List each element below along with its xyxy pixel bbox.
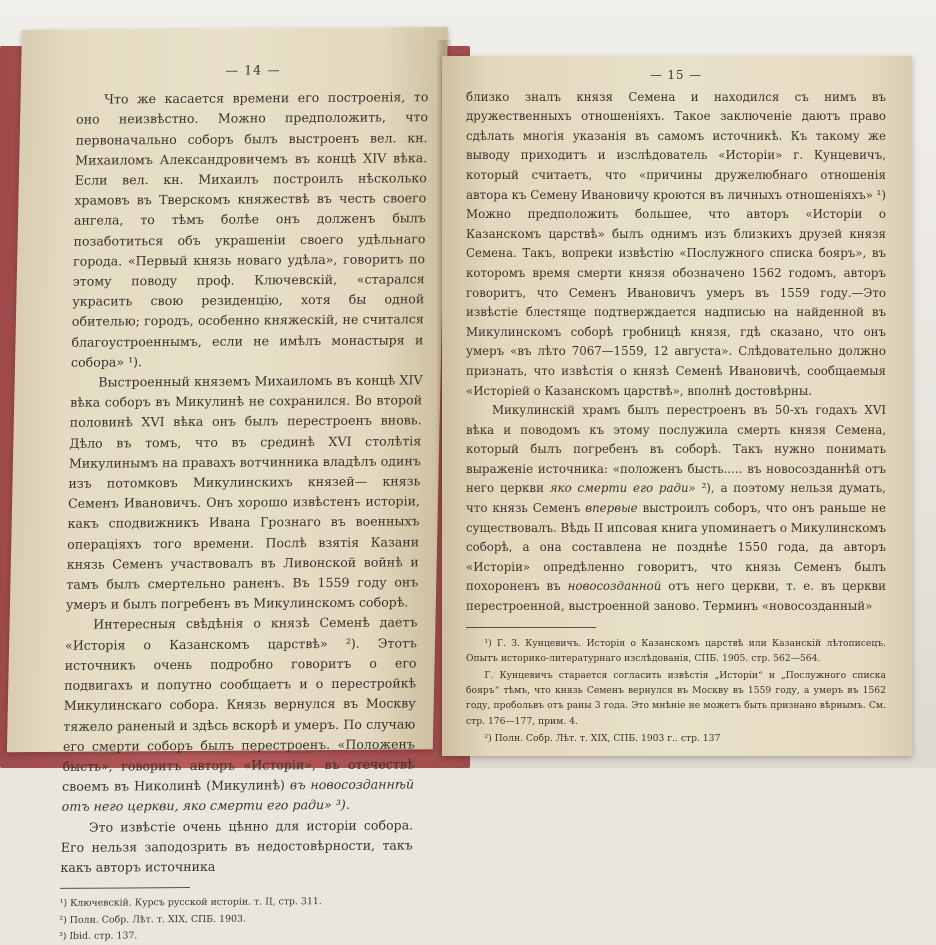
footnote: Г. Кунцевичъ старается согласить извѣстія „Исторіи“ и „Послужного списка бояръ“ тѣмъ, что князь Семенъ вернулся въ Москву въ 1559 году, а умеръ въ 1562 году, пробольвъ отъ раны 3 года. Это мнѣніе не можетъ быть признано вѣрнымъ. См. стр. 176—177, прим. 4. xyxy=(466,670,886,727)
footnote-divider xyxy=(466,627,596,628)
page-number: — 15 — xyxy=(649,68,703,82)
paragraph: близко зналъ князя Семена и находился съ нимъ въ дружественныхъ отношеніяхъ. Такое заключеніе даютъ право сдѣлать многія указанія въ самомъ источникѣ. Къ такому же выводу приходитъ и изслѣдователь «Исторіи» г. Кунцевичъ, который считаетъ, что «причины дружелюбнаго отношенія автора къ Семену Ивановичу кроются въ личныхъ отношеніяхъ» ¹) Можно предположить большее, что авторъ «Исторіи о Казанскомъ царствѣ» былъ однимъ изъ близкихъ друзей князя Семена. Такъ, вопреки извѣстію «Послужного списка бояръ», въ которомъ время смерти князя обозначено 1562 годомъ, авторъ говоритъ, что Семенъ Ивановичъ умеръ въ 1559 году.—Это извѣстіе блестяще подтверждается надписью на найденной въ Микулинскомъ соборѣ гробницѣ князя, гдѣ сказано, что онъ умеръ «въ лѣто 7067—1559, 12 августа». Слѣдовательно должно признать, что извѣстія о князѣ Семенѣ Ивановичѣ, сообщаемыя «Исторіей о Казанскомъ царствѣ», вполнѣ достовѣрны. xyxy=(466,89,886,398)
footnote: ²) Полн. Собр. Лѣт. т. XIX, СПБ. 1903. xyxy=(59,913,247,926)
italic-quote: отъ него церкви, яко смерти его ради» ³). xyxy=(61,797,350,815)
page-number: — 14 — xyxy=(225,62,281,78)
paragraph: Это извѣстіе очень цѣнно для исторіи собора. Его нельзя заподозрить въ недостовѣрности, такъ какъ авторъ источника xyxy=(60,816,414,875)
italic-word: впервые xyxy=(585,501,638,516)
paragraph: Интересныя свѣдѣнія о князѣ Семенѣ даетъ «Исторія о Казанскомъ царствѣ» ²). Этотъ источникъ очень подробно говоритъ о его подвигахъ и попутно сообщаетъ и о перестройкѣ Микулинскаго собора. Князь вернулся въ Москву тяжело раненый и здѣсь вскорѣ и умеръ. По случаю его смерти соборъ былъ перестроенъ. «Положенъ бысть», говоритъ авторъ «Исторіи», въ отечествѣ своемъ въ Николинѣ (Микулинѣ) въ новосозданнѣй отъ него церкви, яко смерти его ради» ³). xyxy=(61,614,418,815)
paragraph: Выстроенный княземъ Михаиломъ въ концѣ XIV вѣка соборъ въ Микулинѣ не сохранился. Во второй половинѣ XVI вѣка онъ былъ перестроенъ вновь. Дѣло въ томъ, что въ срединѣ XVI столѣтія Микулинымъ на правахъ вотчинника владѣлъ одинъ изъ потомковъ Микулинскихъ князей— князь Семенъ Ивановичъ. Онъ хорошо извѣстенъ исторіи, какъ сподвижникъ Ивана Грознаго въ военныхъ операціяхъ того времени. Послѣ взятія Казани князь Семенъ участвовалъ въ Ливонской войнѣ и тамъ былъ смертельно раненъ. Въ 1559 году онъ умеръ и былъ погребенъ въ Микулинскомъ соборѣ. xyxy=(65,372,423,613)
italic-quote: яко смерти его ради» xyxy=(549,481,696,496)
paragraph: Что же касается времени его построенія, то оно неизвѣстно. Можно предположить, что первоначально соборъ былъ выстроенъ вел. кн. Михаиломъ Александровичемъ въ концѣ XIV вѣка. Если вел. кн. Михаилъ построилъ нѣсколько храмовъ въ Тверскомъ княжествѣ въ честь своего ангела, то тѣмъ болѣе онъ долженъ былъ позаботиться объ украшеніи своего удѣльнаго города. «Первый князь новаго удѣла», говоритъ по этому поводу проф. Ключевскій, «старался украсить свою резиденцію, хотя бы одной обителью; городъ, особенно княжескій, не считался благоустроеннымъ, если не имѣлъ монастыря и собора» ¹). xyxy=(70,89,429,370)
left-page xyxy=(7,27,448,943)
italic-quote: въ новосозданнѣй xyxy=(289,776,415,793)
footnote: ¹) Г. З. Кунцевичъ. Исторія о Казанскомъ царствѣ или Казанскій лѣтописецъ. Опытъ историко-литературнаго изслѣдованія, СПБ. 1905. стр. 562—564. xyxy=(466,637,886,664)
footnote: ³) Ibid. стр. 137. xyxy=(58,930,138,943)
paragraph: Микулинскій храмъ былъ перестроенъ въ 50-хъ годахъ XVI вѣка и поводомъ къ этому послужила смерть князя Семена, который былъ погребенъ въ соборѣ. Такъ нужно понимать выраженіе источника: «положенъ бысть..... въ новосозданнѣй отъ него церкви яко смерти его ради» ²), а поэтому нельзя думать, что князь Семенъ впервые выстроилъ соборъ, что онъ раньше не существовалъ. Вѣдь II ипсовая книга упоминаетъ о Микулинскомъ соборѣ, а она составлена не позднѣе 1550 года, да авторъ «Исторіи» опредѣленно говоритъ, что князь Семенъ былъ похороненъ въ новосозданной отъ него церкви, т. е. въ церкви перестроенной, выстроенной заново. Терминъ «новосозданный» xyxy=(466,403,887,614)
footnote-divider xyxy=(60,887,190,889)
footnote: ¹) Ключевскій. Курсъ русской исторіи. т. II, стр. 311. xyxy=(59,896,322,910)
right-page xyxy=(442,56,912,756)
footnote: ²) Полн. Собр. Лѣт. т. XIX, СПБ. 1903 г.. стр. 137 xyxy=(484,732,721,744)
italic-word: новосозданной xyxy=(567,579,662,594)
